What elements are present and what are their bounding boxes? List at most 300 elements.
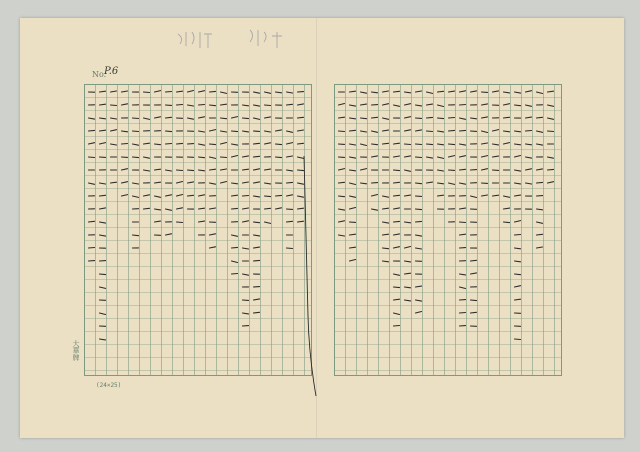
handwritten-glyph	[265, 0, 271, 118]
handwritten-glyph	[493, 0, 499, 105]
handwritten-glyph	[383, 0, 389, 131]
handwritten-glyph	[394, 0, 400, 118]
handwritten-glyph	[350, 0, 356, 222]
handwritten-glyph	[504, 0, 510, 170]
handwritten-glyph	[493, 0, 499, 145]
handwritten-glyph	[471, 0, 477, 92]
handwritten-glyph	[89, 0, 95, 119]
handwritten-glyph	[515, 0, 521, 93]
handwritten-glyph	[177, 0, 183, 144]
handwritten-glyph	[427, 0, 433, 183]
handwritten-glyph	[405, 0, 411, 274]
handwritten-glyph	[449, 0, 455, 157]
handwritten-glyph	[372, 1, 378, 145]
handwritten-glyph	[89, 0, 95, 158]
handwritten-glyph	[372, 1, 378, 93]
handwritten-glyph	[243, 1, 249, 327]
handwritten-glyph	[265, 0, 271, 93]
handwritten-glyph	[100, 0, 106, 105]
handwritten-glyph	[339, 0, 345, 197]
handwritten-glyph	[383, 1, 389, 197]
handwritten-glyph	[188, 0, 194, 131]
handwritten-glyph	[372, 1, 378, 118]
handwritten-glyph	[515, 0, 521, 171]
handwritten-glyph	[298, 0, 304, 131]
handwritten-glyph	[133, 0, 139, 92]
handwritten-glyph	[199, 0, 205, 92]
handwritten-glyph	[100, 0, 106, 196]
handwritten-glyph	[504, 0, 510, 144]
handwritten-glyph	[210, 0, 216, 106]
handwritten-glyph	[350, 0, 356, 92]
handwritten-glyph	[177, 0, 183, 92]
handwritten-glyph	[276, 0, 282, 105]
handwritten-glyph	[350, 0, 356, 106]
handwritten-glyph	[548, 0, 554, 158]
handwritten-glyph	[144, 0, 150, 171]
handwritten-glyph	[133, 0, 139, 222]
handwritten-glyph	[493, 0, 499, 196]
handwritten-glyph	[339, 0, 345, 105]
handwritten-glyph	[199, 0, 205, 196]
handwritten-glyph	[449, 0, 455, 131]
handwritten-glyph	[133, 1, 139, 158]
handwritten-glyph	[243, 1, 249, 132]
handwritten-glyph	[438, 0, 444, 119]
handwritten-glyph	[254, 0, 260, 300]
handwritten-glyph	[144, 0, 150, 158]
handwritten-glyph	[265, 0, 271, 170]
handwritten-glyph	[493, 0, 499, 157]
handwritten-glyph	[372, 0, 378, 157]
handwritten-glyph	[460, 0, 466, 92]
handwritten-glyph	[438, 1, 444, 107]
handwritten-glyph	[243, 0, 249, 118]
handwritten-glyph	[177, 0, 183, 118]
handwritten-glyph	[515, 1, 521, 300]
handwritten-glyph	[155, 0, 161, 92]
handwritten-glyph	[144, 1, 150, 144]
handwritten-glyph	[232, 0, 238, 92]
handwritten-glyph	[460, 0, 466, 223]
handwritten-glyph	[394, 0, 400, 170]
handwritten-glyph	[405, 0, 411, 105]
handwritten-glyph	[232, 0, 238, 196]
handwritten-glyph	[210, 1, 216, 145]
handwritten-glyph	[221, 0, 227, 170]
handwritten-glyph	[449, 0, 455, 92]
handwritten-glyph	[394, 0, 400, 209]
handwritten-glyph	[438, 1, 444, 145]
handwritten-glyph	[361, 0, 367, 105]
handwritten-glyph	[276, 0, 282, 93]
handwritten-glyph	[372, 1, 378, 210]
handwritten-glyph	[449, 1, 455, 222]
handwritten-glyph	[276, 0, 282, 158]
handwritten-glyph	[372, 0, 378, 196]
handwritten-glyph	[416, 0, 422, 131]
handwritten-glyph	[482, 0, 488, 132]
handwritten-glyph	[276, 0, 282, 131]
handwritten-glyph	[199, 0, 205, 105]
handwritten-glyph	[416, 0, 422, 274]
handwritten-glyph	[438, 0, 444, 209]
handwritten-glyph	[471, 1, 477, 301]
handwritten-glyph	[221, 0, 227, 105]
handwritten-glyph	[460, 0, 466, 105]
handwritten-glyph	[232, 0, 238, 157]
handwritten-glyph	[515, 0, 521, 106]
handwritten-glyph	[548, 1, 554, 93]
handwritten-glyph	[133, 0, 139, 132]
handwritten-glyph	[210, 0, 216, 196]
handwritten-glyph	[339, 0, 345, 118]
handwritten-glyph	[287, 0, 293, 118]
handwritten-glyph	[199, 1, 205, 146]
handwritten-glyph	[383, 0, 389, 170]
handwritten-glyph	[133, 0, 139, 145]
handwritten-glyph	[243, 0, 249, 106]
handwritten-glyph	[537, 0, 543, 132]
handwritten-glyph	[339, 0, 345, 144]
handwritten-glyph	[199, 0, 205, 132]
handwritten-glyph	[526, 0, 532, 92]
handwritten-glyph	[100, 0, 106, 300]
handwritten-glyph	[350, 0, 356, 158]
handwritten-glyph	[471, 0, 477, 197]
handwritten-glyph	[471, 0, 477, 274]
handwritten-glyph	[416, 0, 422, 144]
handwritten-glyph	[416, 0, 422, 301]
handwritten-glyph	[265, 0, 271, 157]
handwritten-glyph	[232, 0, 238, 105]
handwritten-glyph	[504, 0, 510, 222]
handwritten-glyph	[526, 0, 532, 118]
handwritten-glyph	[199, 0, 205, 118]
handwritten-glyph	[254, 0, 260, 248]
handwritten-glyph	[221, 0, 227, 158]
handwritten-glyph	[144, 0, 150, 105]
handwritten-glyph	[287, 0, 293, 93]
handwritten-glyph	[133, 0, 139, 197]
handwritten-glyph	[122, 0, 128, 144]
handwritten-glyph	[232, 1, 238, 274]
handwritten-glyph	[298, 0, 304, 118]
handwritten-glyph	[166, 0, 172, 157]
handwritten-glyph	[482, 1, 488, 170]
handwritten-glyph	[460, 0, 466, 275]
handwritten-glyph	[232, 0, 238, 222]
handwritten-glyph	[394, 0, 400, 248]
handwritten-glyph	[471, 0, 477, 235]
handwritten-glyph	[133, 0, 139, 119]
handwritten-glyph	[144, 0, 150, 131]
handwritten-glyph	[350, 0, 356, 209]
handwritten-glyph	[155, 0, 161, 157]
handwritten-glyph	[254, 0, 260, 131]
handwritten-glyph	[210, 1, 216, 159]
handwritten-glyph	[427, 0, 433, 158]
handwritten-glyph	[537, 0, 543, 118]
handwritten-glyph	[254, 0, 260, 144]
handwritten-glyph	[405, 0, 411, 118]
handwritten-glyph	[100, 0, 106, 144]
handwritten-glyph	[243, 0, 249, 249]
handwritten-glyph	[100, 1, 106, 119]
handwritten-glyph	[416, 0, 422, 249]
handwritten-glyph	[460, 0, 466, 157]
handwritten-glyph	[438, 0, 444, 158]
handwritten-glyph	[493, 1, 499, 92]
handwritten-glyph	[537, 0, 543, 145]
handwritten-glyph	[405, 1, 411, 196]
handwritten-glyph	[188, 0, 194, 119]
handwritten-glyph	[177, 0, 183, 157]
handwritten-glyph	[188, 0, 194, 171]
handwritten-glyph	[383, 1, 389, 224]
handwritten-glyph	[405, 0, 411, 131]
handwritten-glyph	[254, 0, 260, 119]
handwritten-glyph	[471, 0, 477, 131]
handwritten-glyph	[449, 0, 455, 196]
handwritten-glyph	[482, 0, 488, 118]
handwritten-glyph	[515, 0, 521, 209]
handwritten-glyph	[482, 0, 488, 92]
handwritten-glyph	[427, 0, 433, 118]
handwritten-glyph	[155, 0, 161, 145]
handwritten-glyph	[460, 0, 466, 196]
handwritten-glyph	[122, 0, 128, 118]
handwritten-glyph	[243, 0, 249, 235]
handwritten-glyph	[89, 0, 95, 235]
handwritten-glyph	[210, 0, 216, 92]
handwritten-glyph	[515, 1, 521, 196]
handwritten-glyph	[254, 0, 260, 183]
handwritten-glyph	[221, 0, 227, 132]
handwritten-glyph	[460, 0, 466, 145]
handwritten-glyph	[122, 0, 128, 132]
handwritten-glyph	[111, 0, 117, 157]
handwritten-glyph	[460, 0, 466, 326]
handwritten-glyph	[427, 0, 433, 131]
handwritten-glyph	[177, 0, 183, 105]
handwritten-glyph	[504, 0, 510, 183]
handwritten-glyph	[100, 0, 106, 157]
handwritten-glyph	[394, 0, 400, 157]
handwritten-glyph	[537, 0, 543, 94]
handwritten-glyph	[133, 0, 139, 105]
handwritten-glyph	[232, 0, 238, 248]
handwritten-glyph	[504, 0, 510, 131]
handwritten-glyph	[471, 0, 477, 248]
handwritten-glyph	[232, 1, 238, 146]
handwritten-glyph	[361, 0, 367, 132]
handwritten-glyph	[243, 0, 249, 157]
handwritten-glyph	[471, 0, 477, 222]
handwritten-glyph	[111, 0, 117, 145]
handwritten-glyph	[394, 0, 400, 144]
handwritten-glyph	[405, 1, 411, 172]
handwritten-glyph	[89, 0, 95, 144]
handwritten-glyph	[122, 0, 128, 92]
grid-size-code: (24×25)	[96, 382, 122, 389]
handwritten-glyph	[287, 1, 293, 133]
handwritten-glyph	[350, 1, 356, 198]
handwritten-glyph	[265, 0, 271, 105]
handwritten-glyph	[265, 0, 271, 197]
handwritten-glyph	[361, 0, 367, 157]
paper-brand-label: 大華牌	[72, 340, 80, 361]
handwritten-glyph	[265, 0, 271, 132]
handwritten-glyph	[144, 0, 150, 119]
handwritten-glyph	[298, 1, 304, 171]
page-number: P.6	[104, 66, 119, 77]
handwritten-glyph	[188, 0, 194, 157]
handwritten-glyph	[405, 0, 411, 157]
handwritten-glyph	[221, 0, 227, 183]
handwritten-glyph	[144, 0, 150, 196]
handwritten-glyph	[243, 0, 249, 222]
handwritten-glyph	[416, 0, 422, 313]
handwritten-glyph	[493, 1, 499, 132]
handwritten-glyph	[243, 0, 249, 209]
handwritten-glyph	[89, 1, 95, 131]
handwritten-glyph	[504, 0, 510, 197]
handwritten-glyph	[405, 1, 411, 248]
handwritten-glyph	[504, 0, 510, 118]
handwritten-glyph	[460, 0, 466, 248]
handwritten-glyph	[232, 0, 238, 118]
handwritten-glyph	[471, 0, 477, 326]
handwritten-glyph	[166, 0, 172, 222]
handwritten-glyph	[515, 0, 521, 222]
handwritten-glyph	[482, 0, 488, 105]
handwritten-glyph	[287, 0, 293, 196]
handwritten-glyph	[298, 0, 304, 158]
handwritten-glyph	[383, 0, 389, 157]
handwritten-glyph	[504, 0, 510, 93]
handwritten-glyph	[155, 0, 161, 197]
handwritten-glyph	[133, 1, 139, 249]
handwritten-glyph	[449, 1, 455, 105]
handwritten-glyph	[265, 0, 271, 144]
handwritten-glyph	[394, 0, 400, 196]
handwritten-glyph	[438, 0, 444, 132]
handwritten-glyph	[166, 0, 172, 196]
handwritten-glyph	[548, 1, 554, 132]
handwritten-glyph	[188, 0, 194, 144]
handwritten-glyph	[210, 1, 216, 131]
handwritten-glyph	[515, 0, 521, 157]
handwritten-glyph	[254, 0, 260, 274]
handwritten-glyph	[460, 0, 466, 119]
handwritten-glyph	[482, 0, 488, 144]
handwritten-glyph	[122, 0, 128, 170]
handwritten-glyph	[298, 1, 304, 145]
handwritten-glyph	[298, 0, 304, 197]
handwritten-glyph	[339, 0, 345, 157]
handwritten-glyph	[526, 1, 532, 145]
handwritten-glyph	[100, 0, 106, 326]
handwritten-glyph	[515, 1, 521, 132]
handwritten-glyph	[438, 0, 444, 171]
handwritten-glyph	[89, 0, 95, 196]
handwritten-glyph	[416, 0, 422, 196]
handwritten-glyph	[416, 0, 422, 118]
handwritten-glyph	[188, 0, 194, 92]
handwritten-glyph	[394, 0, 400, 300]
handwritten-glyph	[166, 0, 172, 144]
handwritten-glyph	[254, 0, 260, 170]
handwritten-glyph	[243, 0, 249, 275]
handwritten-glyph	[155, 0, 161, 222]
handwritten-glyph	[537, 1, 543, 223]
handwritten-glyph	[177, 0, 183, 171]
handwritten-glyph	[155, 0, 161, 118]
handwritten-glyph	[350, 0, 356, 119]
handwritten-glyph	[504, 0, 510, 105]
handwritten-glyph	[155, 0, 161, 105]
handwritten-glyph	[276, 0, 282, 118]
handwritten-text-right	[339, 0, 554, 340]
handwritten-glyph	[493, 0, 499, 118]
handwritten-glyph	[221, 0, 227, 118]
handwritten-glyph	[427, 0, 433, 93]
handwritten-glyph	[361, 0, 367, 93]
handwritten-glyph	[254, 1, 260, 158]
handwritten-glyph	[243, 0, 249, 92]
handwritten-glyph	[405, 0, 411, 301]
handwritten-glyph	[100, 0, 106, 223]
handwritten-glyph	[438, 0, 444, 196]
handwritten-glyph	[394, 0, 400, 131]
handwritten-glyph	[526, 0, 532, 131]
page-number-label: No.	[92, 70, 107, 79]
handwritten-glyph	[416, 1, 422, 106]
handwritten-glyph	[350, 0, 356, 145]
handwritten-glyph	[111, 0, 117, 105]
handwritten-glyph	[210, 0, 216, 248]
handwritten-glyph	[122, 0, 128, 196]
handwritten-glyph	[515, 0, 521, 274]
handwritten-glyph	[287, 0, 293, 222]
handwritten-glyph	[383, 1, 389, 144]
handwritten-glyph	[243, 1, 249, 301]
handwritten-glyph	[350, 0, 356, 131]
handwritten-glyph	[361, 0, 367, 119]
handwritten-glyph	[515, 0, 521, 249]
handwritten-glyph	[89, 0, 95, 105]
handwritten-glyph	[111, 1, 117, 92]
handwritten-glyph	[471, 0, 477, 119]
handwritten-glyph	[100, 1, 106, 275]
handwritten-glyph	[254, 0, 260, 223]
handwritten-glyph	[254, 1, 260, 94]
handwritten-glyph	[89, 0, 95, 170]
handwritten-glyph	[287, 0, 293, 248]
handwritten-glyph	[210, 0, 216, 118]
handwritten-glyph	[537, 1, 543, 196]
handwritten-glyph	[482, 0, 488, 157]
handwritten-glyph	[548, 0, 554, 119]
handwritten-glyph	[166, 0, 172, 92]
handwritten-glyph	[287, 0, 293, 144]
handwritten-glyph	[372, 0, 378, 105]
handwritten-glyph	[515, 0, 521, 118]
handwritten-glyph	[287, 0, 293, 171]
handwritten-glyph	[471, 0, 477, 144]
handwritten-glyph	[394, 0, 400, 222]
